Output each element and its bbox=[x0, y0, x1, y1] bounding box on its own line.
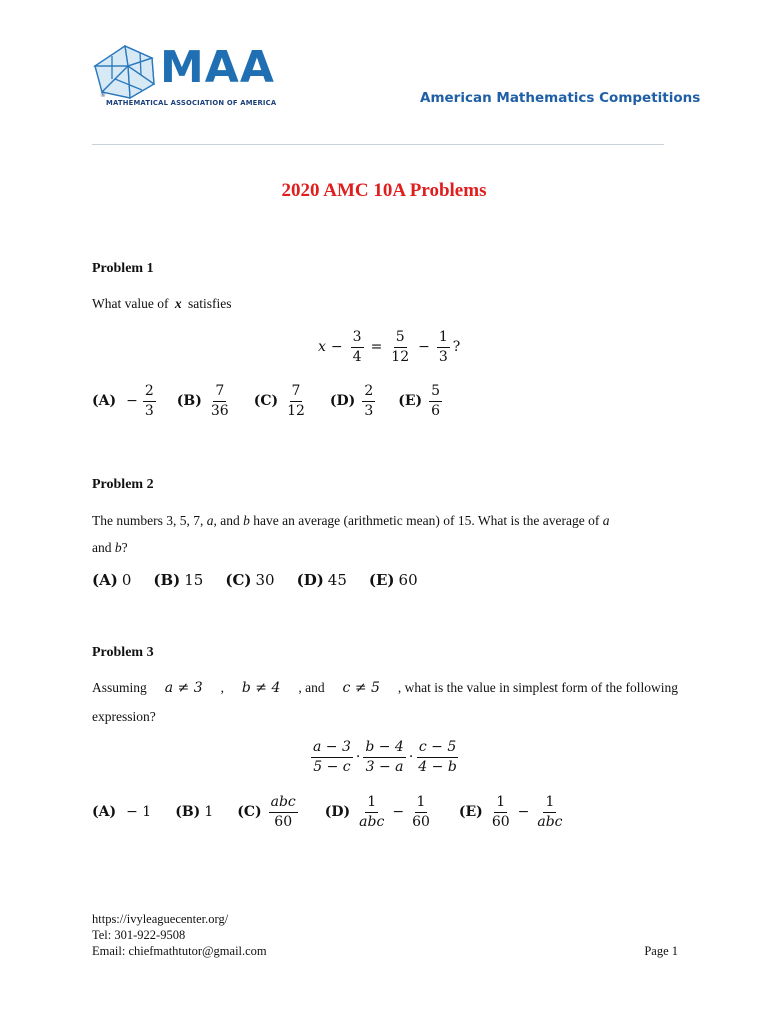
problem-3-prompt-line-2: expression? bbox=[92, 709, 156, 724]
answer-choice-b[interactable] bbox=[153, 571, 203, 589]
problem-2-choices bbox=[92, 571, 418, 589]
prompt-variable: x bbox=[174, 296, 182, 311]
choice-label: (C) bbox=[237, 804, 262, 821]
choice-label: (C) bbox=[225, 571, 252, 589]
choice-value: − 1 bbox=[126, 804, 152, 821]
problem-1-prompt bbox=[92, 297, 231, 311]
choice-fraction bbox=[490, 795, 512, 829]
choice-label: (E) bbox=[398, 393, 423, 410]
choice-label: (B) bbox=[153, 571, 181, 589]
numerator: 5 bbox=[429, 384, 442, 402]
prompt-text: have an average (arithmetic mean) of 15. What is the average of bbox=[253, 513, 600, 528]
prompt-text: , and bbox=[298, 680, 325, 695]
eq-fraction bbox=[389, 330, 411, 364]
denominator: 60 bbox=[412, 813, 430, 830]
answer-choice-a[interactable] bbox=[92, 804, 151, 820]
choice-label: (A) bbox=[92, 804, 117, 821]
denominator: 3 bbox=[438, 348, 448, 365]
numerator: 5 bbox=[394, 330, 407, 348]
choice-value: 60 bbox=[398, 571, 418, 589]
denominator: 3 − a bbox=[365, 758, 404, 775]
denominator: 3 bbox=[364, 402, 374, 419]
answer-choice-d[interactable] bbox=[297, 571, 347, 589]
problem-3-heading: Problem 3 bbox=[92, 645, 154, 660]
problem-2-prompt-line-1 bbox=[92, 514, 609, 528]
footer-contact bbox=[92, 911, 267, 959]
numerator: 2 bbox=[362, 384, 375, 402]
choice-minus: − bbox=[392, 804, 405, 821]
answer-choice-e[interactable] bbox=[398, 384, 445, 418]
prompt-text: , what is the value in simplest form of the following bbox=[397, 680, 678, 695]
numerator: 2 bbox=[143, 384, 156, 402]
numerator: c − 5 bbox=[417, 740, 458, 758]
prompt-text: What value of bbox=[92, 296, 169, 311]
choice-fraction bbox=[535, 795, 564, 829]
footer-tel: Tel: 301-922-9508 bbox=[92, 928, 186, 942]
choice-value: 45 bbox=[327, 571, 347, 589]
denominator: 60 bbox=[491, 813, 510, 830]
choice-label: (A) bbox=[92, 393, 117, 410]
maa-logo-subtitle: MATHEMATICAL ASSOCIATION OF AMERICA bbox=[106, 99, 277, 107]
problem-1-equation bbox=[318, 330, 460, 364]
variable-a: a bbox=[602, 513, 610, 528]
answer-choice-d[interactable] bbox=[330, 384, 378, 418]
condition-a: a ≠ 3 bbox=[164, 680, 203, 696]
eq-var: x bbox=[318, 339, 326, 356]
denominator: abc bbox=[359, 813, 385, 830]
denominator: 36 bbox=[210, 402, 229, 419]
maa-logo-text: MAA bbox=[160, 42, 275, 93]
denominator: abc bbox=[537, 813, 563, 830]
expr-dot: · bbox=[408, 749, 414, 766]
variable-b: b bbox=[114, 540, 122, 555]
prompt-text: ? bbox=[121, 540, 128, 555]
condition-b: b ≠ 4 bbox=[241, 680, 281, 696]
choice-label: (E) bbox=[368, 571, 395, 589]
numerator: 1 bbox=[437, 330, 450, 348]
problem-2-heading: Problem 2 bbox=[92, 477, 154, 492]
answer-choice-e[interactable] bbox=[459, 795, 568, 829]
denominator: 5 − c bbox=[313, 758, 351, 775]
footer-email[interactable]: Email: chiefmathtutor@gmail.com bbox=[92, 944, 267, 958]
denominator: 3 bbox=[144, 402, 154, 419]
eq-fraction bbox=[437, 330, 450, 364]
prompt-comma: , bbox=[220, 680, 224, 695]
trademark-symbol: ® bbox=[100, 92, 106, 99]
eq-question: ? bbox=[452, 339, 461, 356]
denominator: 4 bbox=[352, 348, 362, 365]
choice-label: (D) bbox=[296, 571, 324, 589]
answer-choice-d[interactable] bbox=[325, 795, 435, 829]
choice-fraction bbox=[410, 795, 432, 829]
numerator: 1 bbox=[543, 795, 556, 813]
problem-1-choices bbox=[92, 384, 445, 418]
answer-choice-c[interactable] bbox=[225, 571, 274, 589]
eq-minus: − bbox=[418, 339, 430, 356]
choice-label: (D) bbox=[329, 393, 356, 410]
eq-fraction bbox=[351, 330, 364, 364]
denominator: 60 bbox=[274, 813, 293, 830]
choice-label: (A) bbox=[92, 571, 118, 589]
eq-minus: − bbox=[330, 339, 343, 356]
answer-choice-b[interactable] bbox=[175, 804, 213, 820]
problem-2-prompt-line-2 bbox=[92, 541, 128, 555]
answer-choice-a[interactable] bbox=[92, 571, 131, 589]
choice-fraction bbox=[285, 384, 307, 418]
expr-fraction bbox=[363, 740, 406, 774]
condition-c: c ≠ 5 bbox=[342, 680, 380, 696]
choice-fraction bbox=[269, 795, 298, 829]
prompt-text: The numbers 3, 5, 7, bbox=[92, 513, 204, 528]
answer-choice-c[interactable] bbox=[254, 384, 310, 418]
choice-label: (C) bbox=[253, 393, 279, 410]
choice-label: (D) bbox=[324, 804, 351, 821]
numerator: 7 bbox=[213, 384, 226, 402]
choice-fraction bbox=[357, 795, 386, 829]
numerator: 1 bbox=[415, 795, 428, 813]
denominator: 4 − b bbox=[418, 758, 457, 775]
choice-value: 0 bbox=[121, 571, 132, 589]
prompt-text: and bbox=[92, 540, 112, 555]
footer-url[interactable]: https://ivyleaguecenter.org/ bbox=[92, 912, 229, 926]
numerator: 7 bbox=[290, 384, 303, 402]
variable-b: b bbox=[243, 513, 250, 528]
choice-fraction bbox=[429, 384, 442, 418]
denominator: 12 bbox=[391, 348, 410, 365]
numerator: 1 bbox=[365, 795, 378, 813]
choice-label: (B) bbox=[176, 393, 202, 410]
answer-choice-e[interactable] bbox=[369, 571, 418, 589]
expr-dot: · bbox=[355, 749, 361, 766]
prompt-text: , and bbox=[213, 513, 240, 528]
choice-value: 1 bbox=[204, 804, 214, 821]
variable-a: a bbox=[206, 513, 214, 528]
choice-fraction bbox=[209, 384, 231, 418]
problem-1-heading: Problem 1 bbox=[92, 261, 154, 276]
numerator: b − 4 bbox=[363, 740, 406, 758]
denominator: 12 bbox=[287, 402, 305, 419]
eq-equals: = bbox=[370, 339, 383, 356]
choice-fraction bbox=[143, 384, 156, 418]
document-title: 2020 AMC 10A Problems bbox=[281, 180, 487, 201]
page-number: Page 1 bbox=[644, 944, 678, 958]
problem-3-expression bbox=[308, 740, 462, 774]
choice-fraction bbox=[362, 384, 375, 418]
numerator: abc bbox=[269, 795, 298, 813]
denominator: 6 bbox=[431, 402, 441, 419]
numerator: a − 3 bbox=[311, 740, 353, 758]
choice-label: (B) bbox=[175, 804, 201, 821]
header-divider bbox=[92, 144, 664, 145]
answer-choice-b[interactable] bbox=[177, 384, 234, 418]
choice-minus: − bbox=[517, 804, 530, 821]
competition-name: American Mathematics Competitions bbox=[420, 90, 701, 106]
numerator: 1 bbox=[494, 795, 507, 813]
choice-sign: − bbox=[126, 393, 138, 410]
answer-choice-a[interactable] bbox=[92, 384, 159, 418]
choice-label: (E) bbox=[458, 804, 483, 821]
prompt-text-end: satisfies bbox=[187, 296, 232, 311]
problem-3-choices bbox=[92, 795, 568, 829]
choice-value: 30 bbox=[255, 571, 275, 589]
expr-fraction bbox=[311, 740, 353, 774]
answer-choice-c[interactable] bbox=[237, 795, 301, 829]
problem-3-prompt-line-1 bbox=[92, 681, 678, 695]
numerator: 3 bbox=[351, 330, 364, 348]
prompt-text: Assuming bbox=[92, 680, 147, 695]
choice-value: 15 bbox=[184, 571, 204, 589]
expr-fraction bbox=[416, 740, 459, 774]
